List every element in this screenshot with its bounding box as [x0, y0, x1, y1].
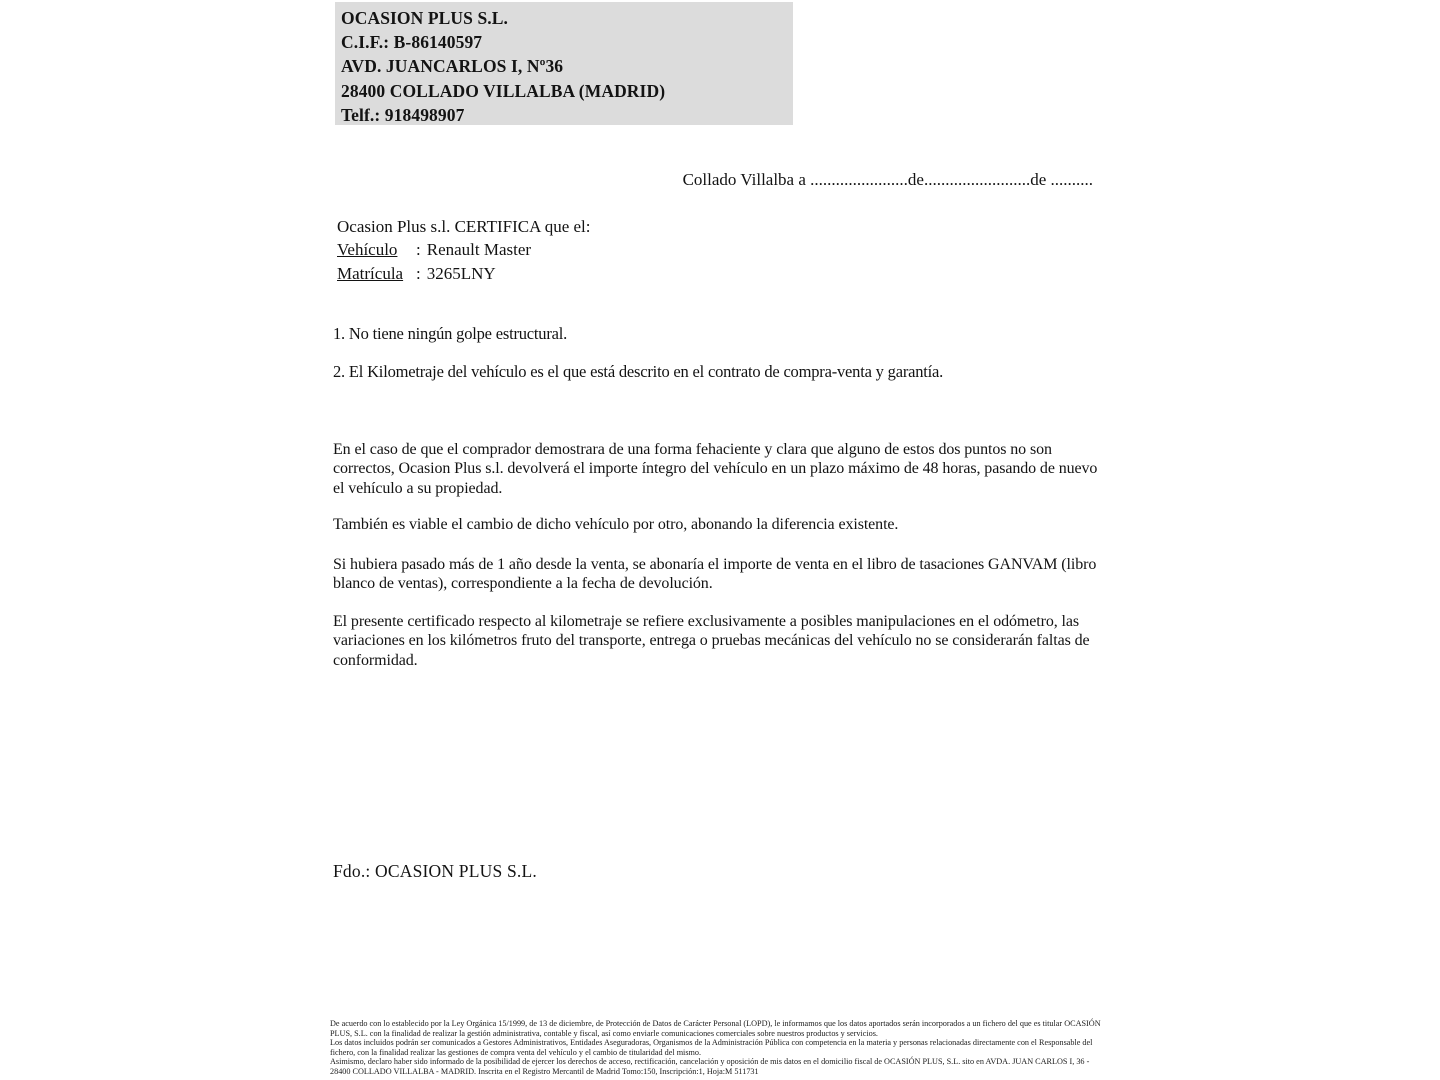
legal-fine-print [330, 1019, 1102, 1077]
company-cif: C.I.F.: B-86140597 [341, 32, 483, 53]
legal-paragraph-data-sharing: Los datos incluidos podrán ser comunicados a Gestores Administrativos, Entidades Aseguradoras, Organismos de la Administración Pública con competencia en la materia y personas relacionadas directamente con el Responsable del fichero, con la finalidad realizar las gestiones de compra venta del vehículo y el cambio de titularidad del mismo. [330, 1038, 1093, 1057]
plate-field [337, 262, 591, 285]
company-city: 28400 COLLADO VILLALBA (MADRID) [341, 80, 666, 101]
plate-label: Matrícula [337, 263, 404, 283]
plate-label-wrap [337, 262, 416, 285]
ganvam-paragraph: Si hubiera pasado más de 1 año desde la venta, se abonaría el importe de venta en el libro de tasaciones GANVAM (libro blanco de ventas), correspondiente a la fecha de devolución. [333, 556, 1097, 593]
company-header-box [335, 2, 793, 125]
date-fill-in-line: Collado Villalba a .......................de.........................de .......... [682, 170, 1093, 189]
vehicle-value: Renault Master [426, 240, 532, 260]
certificate-statement-block [337, 215, 591, 285]
refund-paragraph: En el caso de que el comprador demostrara de una forma fehaciente y clara que alguno de estos dos puntos no son correctos, Ocasion Plus s.l. devolverá el importe íntegro del vehículo en un plazo máximo de 48 horas, pasando de nuevo el vehículo a su propiedad. [333, 441, 1098, 497]
odometer-paragraph: El presente certificado respecto al kilometraje se refiere exclusivamente a posibles manipulaciones en el odómetro, las variaciones en los kilómetros fruto del transporte, entrega o pruebas mecánicas del vehículo no se considerarán faltas de conformidad. [333, 613, 1090, 669]
vehicle-label-wrap [337, 238, 416, 261]
certificate-intro: Ocasion Plus s.l. CERTIFICA que el: [337, 217, 591, 236]
condition-point-1: 1. No tiene ningún golpe estructural. [333, 324, 568, 343]
vehicle-separator: : [416, 240, 421, 260]
plate-value: 3265LNY [426, 263, 496, 283]
exchange-paragraph: También es viable el cambio de dicho vehículo por otro, abonando la diferencia existente. [333, 516, 899, 533]
company-phone: Telf.: 918498907 [341, 104, 465, 125]
plate-separator: : [416, 263, 421, 283]
vehicle-label: Vehículo [337, 240, 398, 260]
company-address: AVD. JUANCARLOS I, Nº36 [341, 56, 564, 77]
company-name: OCASION PLUS S.L. [341, 8, 509, 28]
signature-line: Fdo.: OCASION PLUS S.L. [333, 861, 537, 881]
legal-paragraph-rights: Asimismo, declaro haber sido informado de la posibilidad de ejercer los derechos de acceso, rectificación, cancelación y oposición de mis datos en el domicilio fiscal de OCASIÓN PLUS, S.L. sito en AVDA. JUAN CARLOS I, 36 - 28400 COLLADO VILLALBA - MADRID. Inscrita en el Registro Mercantil de Madrid Tomo:150, Inscripción:1, Hoja:M 511731 [330, 1057, 1090, 1076]
vehicle-field [337, 238, 591, 261]
legal-paragraph-lopd: De acuerdo con lo establecido por la Ley Orgánica 15/1999, de 13 de diciembre, de Protección de Datos de Carácter Personal (LOPD), le informamos que los datos aportados serán incorporados a un fichero del que es titular OCASIÓN PLUS, S.L. con la finalidad de realizar la gestión administrativa, contable y fiscal, así como enviarle comunicaciones comerciales sobre nuestros productos y servicios. [330, 1019, 1101, 1038]
condition-point-2: 2. El Kilometraje del vehículo es el que está descrito en el contrato de compra-venta y garantía. [333, 362, 944, 381]
